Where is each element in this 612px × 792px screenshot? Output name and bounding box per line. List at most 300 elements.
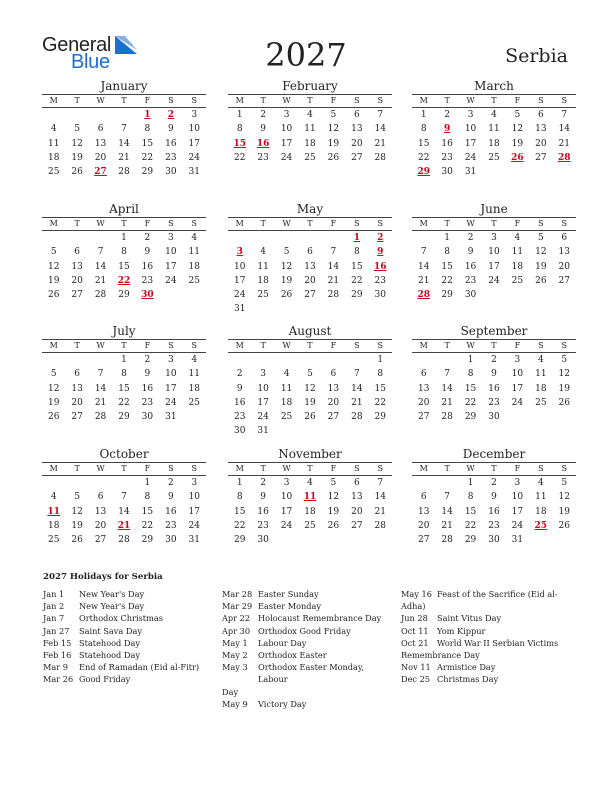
day-cell: 28: [351, 412, 363, 423]
day-cell: 28: [118, 535, 130, 546]
week-row: [412, 476, 576, 490]
day-cell: 11: [535, 369, 547, 380]
holiday-row: [222, 625, 394, 637]
day-cell: 26: [558, 520, 570, 531]
holiday-row: [401, 637, 571, 649]
holiday-row: [401, 612, 571, 624]
day-cell: 12: [47, 261, 60, 272]
day-cell: 20: [94, 152, 107, 163]
day-cell: 5: [561, 478, 568, 488]
day-cell: 11: [511, 247, 524, 258]
day-cell: 13: [535, 124, 547, 135]
empty-day-cell: [65, 108, 88, 122]
weekday-label: S: [168, 96, 174, 105]
day-cell: 25: [535, 397, 547, 408]
month-july: [42, 324, 206, 424]
day-cell: 24: [188, 152, 200, 163]
day-cell: 2: [144, 233, 151, 243]
empty-day-cell: [345, 353, 368, 367]
holiday-date: Oct 11: [401, 625, 429, 636]
day-cell: 4: [307, 110, 313, 120]
day-cell: 18: [47, 152, 60, 163]
day-cell: 16: [257, 506, 269, 517]
holiday-date: May 2: [222, 650, 248, 661]
day-cell: 23: [488, 520, 500, 531]
weekday-label: W: [466, 341, 475, 350]
day-cell: 30: [488, 412, 500, 423]
day-cell: 15: [118, 261, 130, 272]
day-cell: 5: [330, 478, 337, 488]
day-cell: 4: [191, 355, 198, 365]
empty-day-cell: [435, 476, 458, 490]
holiday-row: [43, 661, 215, 673]
holiday-name: Holocaust Remembrance Day: [258, 613, 382, 624]
day-cell: 20: [417, 520, 430, 531]
day-cell: 10: [280, 492, 293, 503]
day-cell: 1: [236, 478, 243, 488]
holiday-name: New Year's Day: [79, 601, 145, 612]
empty-day-cell: [506, 165, 529, 179]
holiday-row: [222, 661, 394, 685]
empty-day-cell: [42, 476, 65, 490]
holiday-name: Orthodox Easter: [258, 650, 327, 661]
empty-day-cell: [275, 353, 298, 367]
empty-day-cell: [112, 108, 135, 122]
empty-day-cell: [42, 231, 65, 245]
day-cell: 4: [191, 233, 198, 243]
weekday-header: [228, 94, 392, 108]
day-cell: 24: [511, 520, 524, 531]
page-title-year: 2027: [265, 36, 347, 74]
week-row: [228, 396, 392, 410]
day-cell: 26: [535, 275, 547, 286]
holiday-name: Victory Day: [258, 698, 307, 709]
day-cell: 19: [558, 506, 570, 517]
day-cell: 26: [558, 397, 570, 408]
weekday-label: T: [444, 219, 450, 228]
day-cell: 31: [165, 412, 177, 423]
day-cell: 14: [417, 261, 430, 272]
day-cell: 7: [97, 247, 104, 258]
week-row: [42, 505, 206, 519]
day-cell: 12: [535, 247, 547, 258]
day-cell: 28: [118, 167, 130, 178]
day-cell: 6: [537, 110, 544, 120]
weekday-label: S: [168, 341, 174, 350]
weekday-label: T: [307, 96, 313, 105]
month-november: [228, 447, 392, 547]
empty-day-cell: [298, 231, 321, 245]
day-cell: 25: [280, 412, 293, 423]
week-row: [228, 410, 392, 424]
weekday-header: [42, 94, 206, 108]
day-cell: 15: [374, 383, 386, 394]
week-row: [412, 490, 576, 504]
day-cell: 29: [464, 535, 477, 546]
day-cell: 20: [327, 397, 340, 408]
day-cell: 18: [188, 383, 200, 394]
day-cell: 17: [165, 261, 177, 272]
day-cell: 13: [71, 383, 83, 394]
holiday-date: Mar 26: [43, 674, 74, 685]
day-cell: 14: [327, 261, 340, 272]
week-row: [228, 382, 392, 396]
logo-text-blue: Blue: [71, 51, 110, 73]
holiday-date: May 9: [222, 698, 248, 709]
month-february: [228, 79, 392, 165]
day-cell: 30: [233, 426, 246, 437]
day-cell: 4: [491, 110, 497, 120]
day-cell: 15: [464, 506, 477, 517]
weekday-label: F: [330, 341, 337, 350]
month-name: May: [296, 202, 324, 216]
weekday-label: M: [49, 96, 58, 105]
day-cell: 29: [441, 290, 453, 301]
week-row: [42, 476, 206, 490]
empty-day-cell: [275, 424, 298, 438]
day-cell: 15: [441, 261, 453, 272]
holiday-date: Feb 15: [43, 637, 72, 648]
week-row: [228, 151, 392, 165]
day-cell: 20: [417, 397, 430, 408]
week-row: [412, 505, 576, 519]
day-cell: 2: [260, 478, 266, 488]
day-cell: 10: [233, 261, 246, 272]
day-cell: 16: [488, 383, 500, 394]
holiday-row: [401, 661, 571, 673]
day-cell: 22: [464, 520, 477, 531]
weekday-label: F: [514, 464, 521, 473]
weekday-label: T: [260, 96, 266, 105]
empty-day-cell: [298, 533, 321, 547]
day-cell: 6: [420, 369, 427, 380]
month-name: April: [109, 202, 139, 216]
week-row: [412, 245, 576, 259]
day-cell: 23: [257, 152, 269, 163]
day-cell: 14: [441, 383, 453, 394]
day-cell: 21: [351, 397, 363, 408]
day-cell: 31: [188, 167, 200, 178]
weekday-label: S: [354, 464, 360, 473]
day-cell: 25: [257, 290, 269, 301]
holiday-list: [43, 572, 583, 709]
week-row: [42, 151, 206, 165]
day-cell: 23: [141, 397, 154, 408]
weekday-header: [228, 339, 392, 353]
weekday-label: S: [538, 464, 544, 473]
day-cell: 17: [511, 383, 524, 394]
weekday-label: S: [561, 96, 567, 105]
day-cell: 27: [417, 535, 430, 546]
day-cell: 19: [47, 275, 60, 286]
day-cell: 14: [118, 138, 130, 149]
weekday-label: S: [354, 341, 360, 350]
day-cell: 24: [257, 412, 269, 423]
day-cell: 30: [257, 535, 269, 546]
day-cell: 7: [330, 247, 337, 258]
month-march: [412, 79, 576, 179]
day-cell: 1: [121, 233, 127, 243]
day-cell: 18: [488, 138, 500, 149]
week-row: [228, 108, 392, 122]
day-cell: 16: [141, 261, 154, 272]
day-cell: 16: [488, 506, 500, 517]
day-cell: 27: [535, 152, 547, 163]
day-cell: 29: [464, 412, 477, 423]
week-row: [228, 519, 392, 533]
day-cell: 24: [165, 397, 177, 408]
day-cell: 10: [165, 247, 177, 258]
day-cell: 3: [283, 478, 290, 488]
day-cell: 5: [74, 124, 80, 135]
day-cell: 7: [97, 369, 104, 380]
weekday-label: S: [354, 219, 360, 228]
day-cell: 11: [535, 492, 547, 503]
holiday-day-cell: 28: [557, 152, 571, 163]
day-cell: 30: [464, 290, 477, 301]
day-cell: 15: [118, 383, 130, 394]
holiday-name: Easter Sunday: [258, 589, 319, 599]
day-cell: 13: [71, 261, 83, 272]
day-cell: 22: [141, 152, 154, 163]
holiday-name: Labour Day: [258, 637, 307, 648]
day-cell: 10: [464, 124, 477, 135]
holiday-name: Orthodox Easter Monday, Labour: [258, 662, 365, 685]
week-row: [228, 245, 392, 259]
weekday-label: M: [235, 464, 244, 473]
day-cell: 17: [464, 138, 477, 149]
empty-day-cell: [435, 353, 458, 367]
empty-day-cell: [65, 476, 88, 490]
empty-day-cell: [345, 533, 368, 547]
day-cell: 4: [537, 355, 544, 365]
day-cell: 28: [374, 152, 386, 163]
holiday-date: Apr 22: [222, 613, 251, 624]
day-cell: 3: [514, 355, 521, 365]
empty-day-cell: [553, 410, 576, 424]
day-cell: 11: [257, 261, 269, 272]
day-cell: 26: [71, 167, 83, 178]
month-june: [412, 202, 576, 302]
weekday-label: S: [168, 219, 174, 228]
day-cell: 5: [50, 247, 57, 258]
day-cell: 8: [377, 369, 384, 380]
holiday-date: May 1: [222, 637, 248, 648]
day-cell: 7: [377, 110, 384, 120]
day-cell: 1: [467, 478, 474, 488]
day-cell: 6: [97, 492, 104, 503]
day-cell: 1: [144, 478, 151, 488]
empty-day-cell: [322, 533, 345, 547]
week-row: [412, 288, 576, 302]
day-cell: 19: [327, 138, 340, 149]
holiday-name: Orthodox Christmas: [79, 613, 163, 624]
weekday-label: W: [96, 464, 105, 473]
holiday-date: May 16: [401, 589, 432, 599]
day-cell: 10: [165, 369, 177, 380]
day-cell: 11: [488, 124, 500, 135]
empty-day-cell: [369, 302, 392, 316]
day-cell: 24: [165, 275, 177, 286]
day-cell: 7: [444, 492, 450, 503]
holiday-row: [43, 637, 215, 649]
day-cell: 6: [353, 110, 360, 120]
day-cell: 20: [351, 506, 363, 517]
day-cell: 1: [236, 110, 243, 120]
day-cell: 18: [535, 506, 547, 517]
empty-day-cell: [553, 533, 576, 547]
day-cell: 22: [441, 275, 453, 286]
month-name: February: [282, 79, 338, 93]
day-cell: 13: [94, 506, 107, 517]
week-row: [228, 231, 392, 245]
day-cell: 2: [491, 355, 497, 365]
day-cell: 27: [94, 535, 107, 546]
day-cell: 24: [280, 520, 293, 531]
day-cell: 18: [188, 261, 200, 272]
holiday-row: [43, 625, 215, 637]
holiday-day-cell: 28: [417, 290, 430, 301]
day-cell: 27: [351, 520, 363, 531]
week-row: [42, 231, 206, 245]
day-cell: 15: [141, 138, 154, 149]
day-cell: 8: [144, 124, 151, 135]
weekday-label: T: [444, 464, 450, 473]
day-cell: 29: [118, 412, 130, 423]
weekday-label: T: [121, 464, 127, 473]
week-row: [228, 424, 392, 438]
day-cell: 12: [327, 124, 340, 135]
day-cell: 4: [514, 233, 521, 243]
empty-day-cell: [553, 288, 576, 302]
empty-day-cell: [228, 231, 251, 245]
weekday-label: T: [307, 464, 313, 473]
day-cell: 29: [118, 290, 130, 301]
weekday-label: S: [377, 341, 383, 350]
day-cell: 8: [420, 124, 427, 135]
day-cell: 18: [535, 383, 547, 394]
holiday-date: Jan 1: [43, 589, 65, 599]
weekday-label: F: [144, 219, 151, 228]
day-cell: 11: [304, 124, 316, 135]
day-cell: 2: [236, 369, 243, 380]
day-cell: 10: [488, 247, 500, 258]
day-cell: 14: [441, 506, 453, 517]
week-row: [412, 353, 576, 367]
day-cell: 10: [257, 383, 269, 394]
week-row: [228, 260, 392, 274]
empty-day-cell: [322, 302, 345, 316]
day-cell: 13: [327, 383, 340, 394]
day-cell: 23: [257, 520, 269, 531]
day-cell: 31: [511, 535, 524, 546]
day-cell: 31: [464, 167, 477, 178]
empty-day-cell: [322, 353, 345, 367]
day-cell: 3: [491, 233, 497, 243]
weekday-label: M: [235, 341, 244, 350]
week-row: [412, 274, 576, 288]
day-cell: 30: [441, 167, 453, 178]
weekday-label: S: [561, 341, 567, 350]
day-cell: 8: [121, 247, 127, 258]
weekday-header: [412, 339, 576, 353]
weekday-label: W: [282, 96, 291, 105]
empty-day-cell: [183, 288, 206, 302]
holiday-name: Easter Monday: [258, 601, 322, 612]
day-cell: 12: [511, 124, 524, 135]
week-row: [228, 533, 392, 547]
month-may: [228, 202, 392, 317]
day-cell: 19: [558, 383, 570, 394]
holiday-date: Jan 7: [43, 613, 65, 624]
holiday-day-cell: 30: [141, 290, 154, 301]
weekday-label: S: [354, 96, 360, 105]
week-row: [42, 108, 206, 122]
day-cell: 15: [417, 138, 430, 149]
month-name: June: [480, 202, 508, 216]
day-cell: 8: [236, 124, 243, 135]
day-cell: 23: [464, 275, 477, 286]
day-cell: 22: [141, 520, 154, 531]
weekday-label: T: [121, 219, 127, 228]
day-cell: 19: [304, 397, 316, 408]
holiday-day-cell: 15: [233, 138, 246, 149]
day-cell: 3: [514, 478, 521, 488]
weekday-label: W: [466, 96, 475, 105]
empty-day-cell: [275, 533, 298, 547]
weekday-label: W: [282, 341, 291, 350]
day-cell: 21: [118, 152, 130, 163]
weekday-label: W: [282, 464, 291, 473]
day-cell: 7: [561, 110, 568, 120]
weekday-header: [42, 462, 206, 476]
day-cell: 25: [188, 397, 200, 408]
weekday-header: [42, 339, 206, 353]
empty-day-cell: [298, 302, 321, 316]
empty-day-cell: [42, 108, 65, 122]
holiday-date: May 3: [222, 662, 248, 673]
day-cell: 25: [304, 520, 316, 531]
day-cell: 23: [441, 152, 453, 163]
day-cell: 13: [351, 124, 363, 135]
day-cell: 6: [420, 492, 427, 503]
day-cell: 28: [374, 520, 386, 531]
day-cell: 22: [374, 397, 386, 408]
weekday-label: F: [144, 96, 151, 105]
day-cell: 12: [47, 383, 60, 394]
empty-day-cell: [298, 424, 321, 438]
day-cell: 27: [351, 152, 363, 163]
weekday-label: T: [74, 464, 80, 473]
day-cell: 27: [304, 290, 316, 301]
month-name: September: [460, 324, 528, 338]
week-row: [228, 137, 392, 151]
day-cell: 18: [304, 138, 316, 149]
holiday-date: Dec 25: [401, 674, 431, 685]
day-cell: 6: [97, 124, 104, 135]
empty-day-cell: [65, 231, 88, 245]
holiday-name: Armistice Day: [437, 662, 496, 673]
weekday-label: W: [96, 96, 105, 105]
holiday-date: Mar 9: [43, 662, 68, 673]
day-cell: 20: [94, 520, 107, 531]
weekday-label: S: [191, 219, 197, 228]
day-cell: 18: [304, 506, 316, 517]
week-row: [412, 137, 576, 151]
week-row: [412, 519, 576, 533]
day-cell: 14: [94, 383, 107, 394]
weekday-label: F: [144, 464, 151, 473]
